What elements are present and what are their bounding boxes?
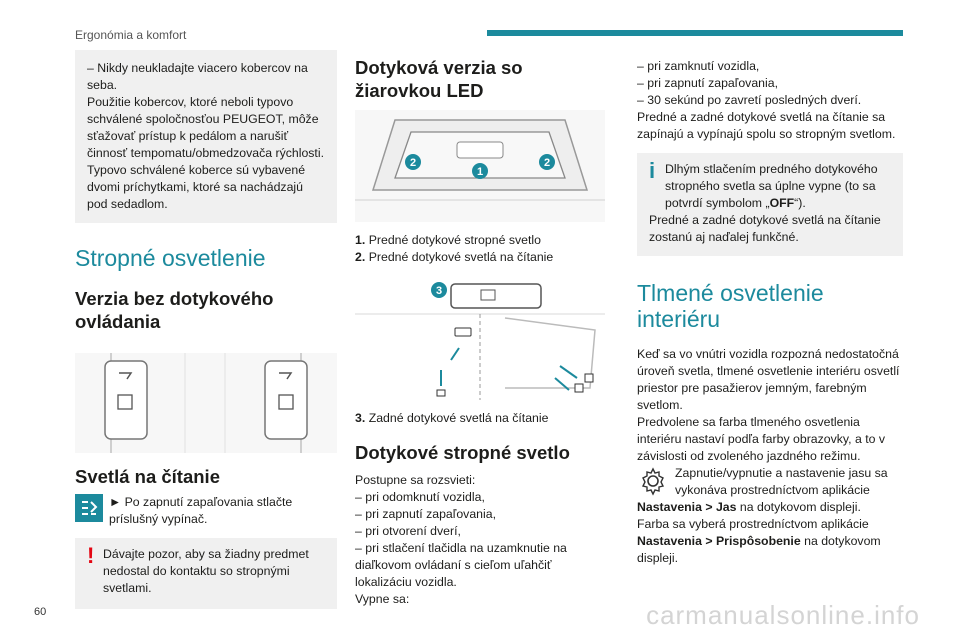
ambient-p3-path — [637, 499, 903, 516]
warning-icon: ! — [87, 543, 95, 568]
watermark: carmanualsonline.info — [646, 600, 920, 630]
subsection-reading-lights: Svetlá na čítanie — [75, 466, 220, 487]
column-3 — [637, 58, 903, 567]
carpet-note-2: Použitie kobercov, ktoré neboli typovo schválené spoločnosťou PEUGEOT, môže sťažovať prístup k pedálom a narušiť činnosť tempomatu/obmedzovača rýchlosti. — [87, 95, 324, 160]
on-item-4: – pri stlačení tlačidla na uzamknutie na diaľkovom ovládaní s cieľom uľahčiť lokalizáciu vozidla. — [355, 541, 567, 589]
warning-box-carpets — [75, 50, 337, 223]
caption-list-front — [355, 232, 605, 266]
info-text — [665, 161, 891, 212]
path-customization-end: na dotykovom displeji. — [637, 534, 881, 565]
caption-text-1: Predné dotykové stropné svetlo — [368, 233, 541, 247]
caption-item-1 — [355, 232, 605, 249]
on-item-1: – pri odomknutí vozidla, — [355, 490, 485, 504]
caption-num-3: 3. — [355, 411, 366, 425]
carpet-note-1: – Nikdy neukladajte viacero kobercov na seba. — [87, 61, 308, 92]
switch-icon — [75, 494, 103, 522]
ambient-p1: Keď sa vo vnútri vozidla rozpozná nedostatočná úroveň svetla, tlmené osvetlenie interiéru osvetlí priestor pre pasažierov jemným, farebným svetlom. — [637, 347, 900, 412]
on-item-2: – pri zapnutí zapaľovania, — [355, 507, 496, 521]
info-box — [637, 153, 903, 256]
caption-text-2: Predné dotykové svetlá na čítanie — [368, 250, 554, 264]
path-brightness: Nastavenia > Jas — [637, 500, 737, 514]
touch-ceiling-body — [355, 472, 605, 608]
caption-item-2 — [355, 249, 605, 266]
ceiling-light-illustration — [75, 353, 337, 453]
info-icon: i — [649, 158, 656, 183]
info-text-pre: Dlhým stlačením predného dotykového stropného svetla sa úplne vypne (to sa potvrdí symbolom „ — [665, 162, 878, 210]
off-intro: Vypne sa: — [355, 592, 410, 606]
front-lights-illustration — [355, 110, 605, 222]
subsection-non-touch: Verzia bez dotykového ovládania — [75, 288, 274, 332]
path-brightness-end: na dotykovom displeji. — [736, 500, 861, 514]
on-item-3: – pri otvorení dverí, — [355, 524, 461, 538]
info-row — [649, 158, 891, 212]
figure-non-touch-lights — [75, 353, 337, 453]
section-title-ceiling-light: Stropné osvetlenie — [75, 245, 266, 271]
off-item-1: – pri zamknutí vozidla, — [637, 59, 760, 73]
instruction-row — [75, 494, 337, 528]
settings-row — [637, 465, 903, 499]
ambient-p4-path — [637, 533, 903, 567]
instruction-text: ► Po zapnutí zapaľovania stlačte príslušný vypínač. — [109, 495, 293, 526]
callout-3: 3 — [435, 285, 443, 297]
callout-2-left: 2 — [409, 157, 417, 169]
figure-rear-touch-lights — [355, 278, 605, 400]
running-header: Ergonómia a komfort — [75, 28, 187, 42]
off-item-2: – pri zapnutí zapaľovania, — [637, 76, 778, 90]
ambient-p3: Zapnutie/vypnutie a nastavenie jasu sa vykonáva prostredníctvom aplikácie — [675, 466, 888, 497]
warning-box-reading-lights — [75, 538, 337, 609]
reading-lights-para: Predné a zadné dotykové svetlá na čítanie sa zapínajú a vypínajú spolu so stropným svetlom. — [637, 110, 896, 141]
caption-num-1: 1. — [355, 233, 366, 247]
column-2 — [355, 56, 605, 608]
caption-item-3 — [355, 410, 605, 427]
ambient-p4: Farba sa vyberá prostredníctvom aplikácie — [637, 517, 869, 531]
gear-icon — [637, 465, 669, 497]
ambient-body — [637, 346, 903, 567]
path-customization: Nastavenia > Prispôsobenie — [637, 534, 801, 548]
column-1 — [75, 50, 337, 609]
info-text-post: “). — [794, 196, 806, 210]
title-touch-ceiling: Dotykové stropné svetlo — [355, 442, 570, 463]
callout-1: 1 — [476, 166, 484, 178]
caption-num-2: 2. — [355, 250, 366, 264]
figure-front-touch-lights — [355, 110, 605, 222]
intro-text: Postupne sa rozsvieti: — [355, 473, 476, 487]
warning-row — [87, 543, 325, 597]
section-title-ambient: Tlmené osvetlenie interiéru — [637, 280, 824, 332]
carpet-note-3: Typovo schválené koberce sú vybavené dvomi príchytkami, ktoré sa nachádzajú pod sedadlom. — [87, 163, 306, 211]
page-number: 60 — [34, 606, 47, 618]
caption-text-3: Zadné dotykové svetlá na čítanie — [368, 411, 549, 425]
header-accent-bar — [487, 30, 903, 36]
callout-2-right: 2 — [543, 157, 551, 169]
rear-lights-illustration — [355, 278, 605, 400]
ambient-p2: Predvolene sa farba tlmeného osvetlenia interiéru nastaví podľa farby obrazovky, a to v závislosti od zvoleného jazdného režimu. — [637, 415, 886, 463]
info-text-off: OFF — [769, 196, 795, 210]
warning-text: Dávajte pozor, aby sa žiadny predmet nedostal do kontaktu so stropnými svetlami. — [103, 547, 309, 595]
title-touch-led: Dotyková verzia so žiarovkou LED — [355, 57, 523, 101]
info-text-2: Predné a zadné dotykové svetlá na čítanie zostanú aj naďalej funkčné. — [649, 213, 881, 244]
off-item-3: – 30 sekúnd po zavretí posledných dverí. — [637, 93, 862, 107]
